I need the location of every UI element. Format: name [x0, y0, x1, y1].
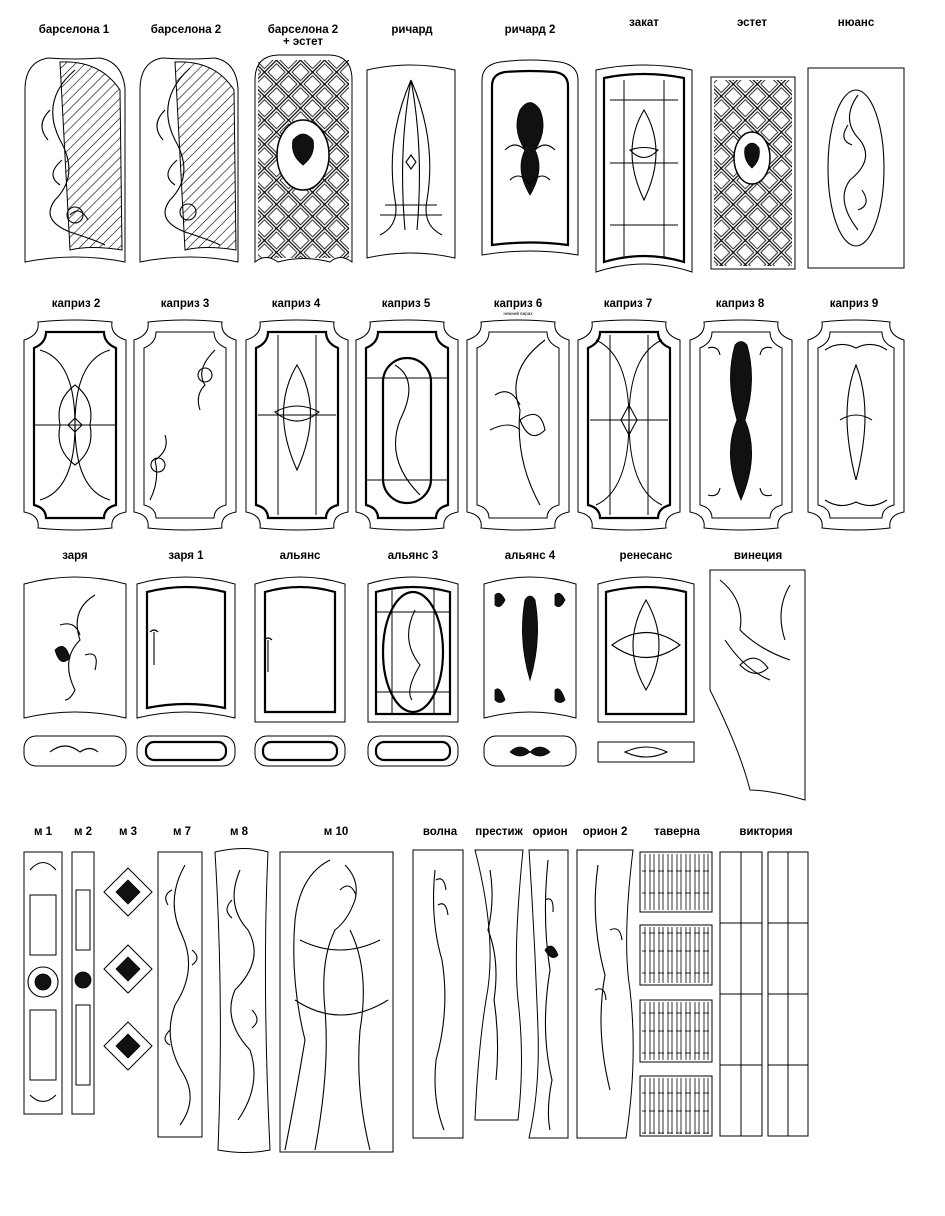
label-nuans: нюанс: [837, 17, 875, 29]
label-barselona-1: барселона 1: [38, 24, 110, 36]
label-m10: м 10: [323, 826, 349, 838]
panel-m10: [280, 852, 393, 1152]
panel-kapriz-3: [134, 320, 236, 530]
panel-m2: [72, 852, 94, 1114]
panel-nuans: [808, 68, 904, 268]
panel-m7: [158, 852, 202, 1137]
label-barselona-2: барселона 2: [150, 24, 222, 36]
label-zarya: заря: [62, 550, 88, 562]
panel-richard: [367, 65, 455, 258]
label-m3: м 3: [118, 826, 138, 838]
panel-alyans-3: [368, 577, 458, 766]
label-m1: м 1: [33, 826, 53, 838]
label-zakat: закат: [629, 17, 659, 29]
panel-zarya: [24, 577, 126, 766]
panel-vinetsiya: [710, 570, 805, 800]
panel-taverna: [640, 852, 712, 1136]
label-vinetsiya: винеция: [733, 550, 783, 562]
label-taverna: таверна: [654, 826, 700, 838]
label-orion: орион: [532, 826, 568, 838]
panel-m1: [24, 852, 62, 1114]
panel-barselona-1: [25, 58, 125, 262]
label-viktoriya: виктория: [739, 826, 793, 838]
panel-richard-2: [482, 60, 578, 255]
label-alyans-4: альянс 4: [504, 550, 556, 562]
panel-alyans: [255, 577, 345, 766]
label-m2: м 2: [73, 826, 93, 838]
label-orion-2: орион 2: [582, 826, 628, 838]
panel-renesans: [598, 577, 694, 762]
label-barselona-2-estet: барселона 2: [267, 24, 339, 36]
label-renesans: ренесанс: [619, 550, 673, 562]
label-kapriz-8: каприз 8: [715, 298, 765, 310]
panel-prestizh: [475, 850, 523, 1120]
label-kapriz-7: каприз 7: [603, 298, 653, 310]
panel-orion-2: [577, 850, 633, 1138]
panel-kapriz-6: [467, 320, 569, 530]
panel-kapriz-7: [578, 320, 680, 530]
panel-zarya-1: [137, 577, 235, 766]
label-kapriz-4: каприз 4: [271, 298, 321, 310]
label-richard: ричард: [391, 24, 433, 36]
panel-m8: [215, 849, 270, 1153]
panel-volna: [413, 850, 463, 1138]
panel-kapriz-4: [246, 320, 348, 530]
panel-orion: [529, 850, 568, 1138]
panel-zakat: [596, 65, 692, 272]
panel-kapriz-5: [356, 320, 458, 530]
label-kapriz-9: каприз 9: [829, 298, 879, 310]
label-zarya-1: заря 1: [168, 550, 204, 562]
panel-estet: [711, 77, 795, 269]
label-kapriz-2: каприз 2: [51, 298, 101, 310]
label-volna: волна: [422, 826, 458, 838]
label-prestizh: престиж: [475, 826, 523, 838]
panel-barselona-2: [140, 58, 238, 262]
label-estet: эстет: [736, 17, 768, 29]
label-richard-2: ричард 2: [504, 24, 556, 36]
label-barselona-2-estet-line2: + эстет: [282, 36, 324, 48]
panel-m3: [104, 868, 152, 1070]
label-m7: м 7: [172, 826, 192, 838]
label-alyans: альянс: [279, 550, 321, 562]
label-alyans-3: альянс 3: [387, 550, 439, 562]
panel-kapriz-2: [24, 320, 126, 530]
label-kapriz-6: каприз 6: [493, 298, 543, 310]
label-kapriz-3: каприз 3: [160, 298, 210, 310]
label-kapriz-5: каприз 5: [381, 298, 431, 310]
panel-barselona-2-estet: [255, 55, 352, 262]
panel-kapriz-9: [808, 320, 904, 530]
panel-viktoriya: [720, 852, 808, 1136]
label-kapriz-6-note: нижний вирах: [503, 311, 533, 316]
panel-kapriz-8: [690, 320, 792, 530]
label-m8: м 8: [229, 826, 249, 838]
panel-alyans-4: [484, 577, 576, 766]
